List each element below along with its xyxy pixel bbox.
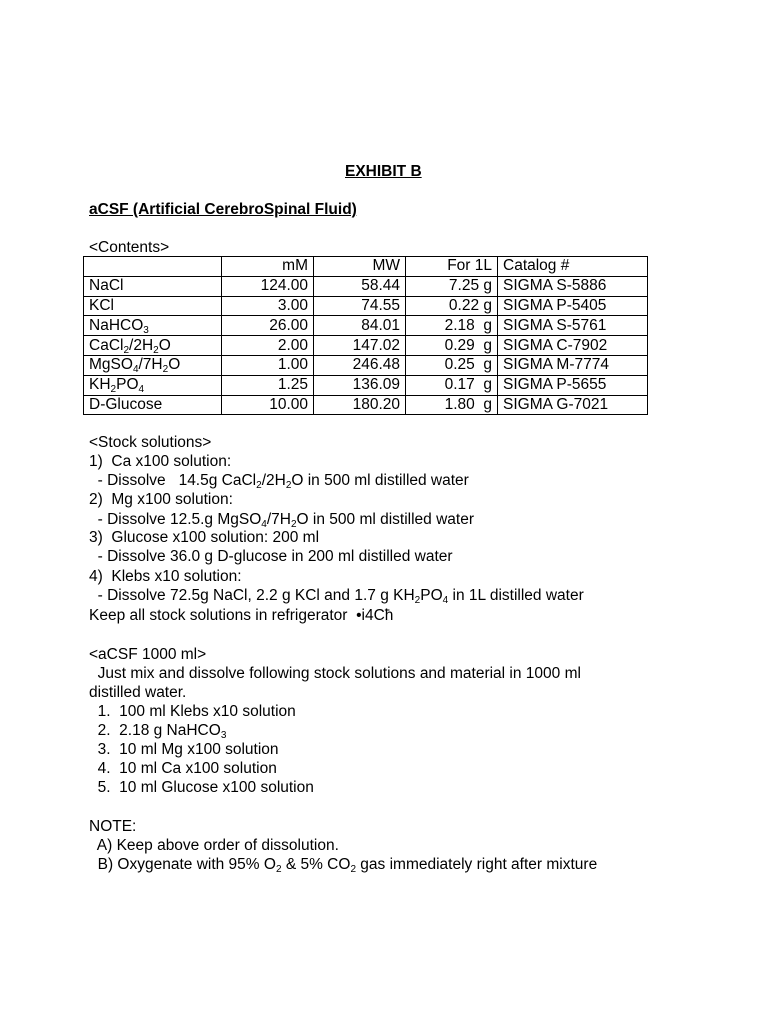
table-cell-MW: 58.44 xyxy=(314,276,406,296)
contents-label: <Contents> xyxy=(89,239,170,256)
table-cell-for1l: 0.17 g xyxy=(406,375,498,395)
table-row xyxy=(84,296,648,316)
table-cell-MW: 246.48 xyxy=(314,355,406,375)
table-cell-name: NaCl xyxy=(84,276,222,296)
table-cell-mM: 124.00 xyxy=(222,276,314,296)
table-cell-mM: 10.00 xyxy=(222,395,314,415)
table-row xyxy=(84,316,648,336)
table-cell-mM: 3.00 xyxy=(222,296,314,316)
acsf-step-5: 5. 10 ml Glucose x100 solution xyxy=(89,779,314,796)
table-header-cell xyxy=(84,257,222,277)
acsf-step-4: 4. 10 ml Ca x100 solution xyxy=(89,760,277,777)
document-subtitle: aCSF (Artificial CerebroSpinal Fluid) xyxy=(89,201,357,218)
storage-note: Keep all stock solutions in refrigerator •i4Cħ xyxy=(89,607,394,624)
table-header-cell: For 1L xyxy=(406,257,498,277)
acsf-step-2: 2. 2.18 g NaHCO$_3$ xyxy=(89,722,227,741)
table-cell-for1l: 0.22 g xyxy=(406,296,498,316)
table-cell-mM: 1.25 xyxy=(222,375,314,395)
acsf-label: <aCSF 1000 ml> xyxy=(89,646,207,663)
table-row xyxy=(84,375,648,395)
table-cell-catalog: SIGMA G-7021 xyxy=(498,395,648,415)
table-cell-name: KCl xyxy=(84,296,222,316)
table-cell-name: D-Glucose xyxy=(84,395,222,415)
table-cell-catalog: SIGMA M-7774 xyxy=(498,355,648,375)
stock-item-1-detail: - Dissolve 14.5g $CaCl_2/2H_2O$ in 500 ml distilled water xyxy=(89,472,469,491)
table-header-cell: MW xyxy=(314,257,406,277)
table-cell-for1l: 0.25 g xyxy=(406,355,498,375)
table-cell-MW: 74.55 xyxy=(314,296,406,316)
table-cell-name: NaHCO$_3$ xyxy=(84,316,222,336)
stock-item-2: 2) Mg x100 solution: xyxy=(89,491,233,508)
acsf-intro-line-2: distilled water. xyxy=(89,684,187,701)
table-header-row xyxy=(84,257,648,277)
table-cell-MW: 147.02 xyxy=(314,336,406,356)
table-cell-name: $CaCl_2/2H_2O$ xyxy=(84,336,222,356)
acsf-intro-line-1: Just mix and dissolve following stock solutions and material in 1000 ml xyxy=(89,665,581,682)
table-cell-mM: 26.00 xyxy=(222,316,314,336)
stock-solutions-label: <Stock solutions> xyxy=(89,434,212,451)
table-cell-for1l: 1.80 g xyxy=(406,395,498,415)
table-cell-name: $MgSO_4/7H_2O$ xyxy=(84,355,222,375)
stock-item-3: 3) Glucose x100 solution: 200 ml xyxy=(89,529,320,546)
table-cell-catalog: SIGMA S-5886 xyxy=(498,276,648,296)
table-row xyxy=(84,395,648,415)
stock-item-4-detail: - Dissolve 72.5g NaCl, 2.2 g KCl and 1.7 g $KH_2PO_4$ in 1L distilled water xyxy=(89,587,584,606)
table-row xyxy=(84,276,648,296)
acsf-step-1: 1. 100 ml Klebs x10 solution xyxy=(89,703,296,720)
table-header-cell: mM xyxy=(222,257,314,277)
table-cell-for1l: 7.25 g xyxy=(406,276,498,296)
table-cell-mM: 2.00 xyxy=(222,336,314,356)
table-cell-for1l: 0.29 g xyxy=(406,336,498,356)
note-a: A) Keep above order of dissolution. xyxy=(89,837,339,854)
stock-item-3-detail: - Dissolve 36.0 g D-glucose in 200 ml distilled water xyxy=(89,548,453,565)
table-cell-for1l: 2.18 g xyxy=(406,316,498,336)
table-header-cell: Catalog # xyxy=(498,257,648,277)
stock-item-1: 1) Ca x100 solution: xyxy=(89,453,232,470)
contents-table xyxy=(83,256,648,415)
table-cell-mM: 1.00 xyxy=(222,355,314,375)
table-cell-MW: 84.01 xyxy=(314,316,406,336)
note-b: B) Oxygenate with 95% $O_2$ & 5% $CO_2$ gas immediately right after mixture xyxy=(89,856,598,875)
table-cell-catalog: SIGMA P-5405 xyxy=(498,296,648,316)
table-cell-catalog: SIGMA S-5761 xyxy=(498,316,648,336)
table-cell-catalog: SIGMA P-5655 xyxy=(498,375,648,395)
table-cell-MW: 180.20 xyxy=(314,395,406,415)
table-cell-catalog: SIGMA C-7902 xyxy=(498,336,648,356)
stock-item-2-detail: - Dissolve 12.5.g $MgSO_4/7H_2O$ in 500 ml distilled water xyxy=(89,511,475,530)
note-label: NOTE: xyxy=(89,818,137,835)
exhibit-heading: EXHIBIT B xyxy=(345,163,422,180)
table-cell-MW: 136.09 xyxy=(314,375,406,395)
acsf-step-3: 3. 10 ml Mg x100 solution xyxy=(89,741,279,758)
stock-item-4: 4) Klebs x10 solution: xyxy=(89,568,242,585)
table-cell-name: $KH_2PO_4$ xyxy=(84,375,222,395)
table-row xyxy=(84,355,648,375)
table-row xyxy=(84,336,648,356)
